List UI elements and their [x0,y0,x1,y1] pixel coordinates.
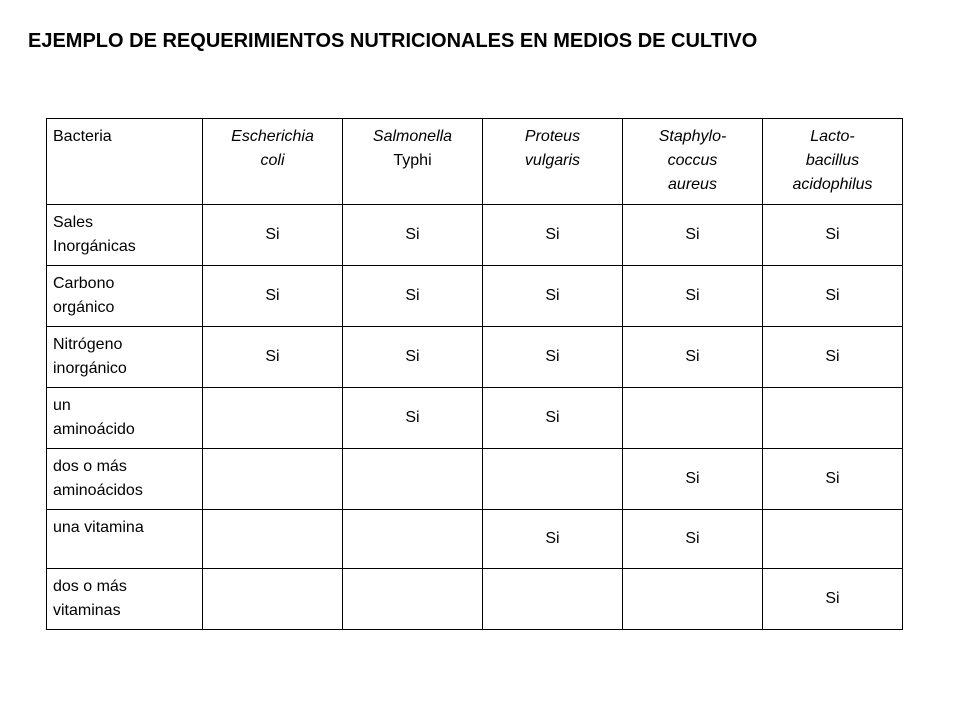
table-cell: Si [483,388,623,449]
table-cell [203,388,343,449]
table-cell: Si [203,266,343,327]
table-row [47,388,903,449]
header-organism-line1: Salmonella [372,128,453,145]
header-organism [763,119,903,205]
row-label [47,266,203,327]
row-label-line1: un [53,397,71,414]
table-cell [483,449,623,510]
table-cell [483,569,623,630]
table-cell [203,449,343,510]
table-cell: Si [343,388,483,449]
header-organism-line2: vulgaris [524,152,581,169]
header-organism-line2: Typhi [393,152,432,169]
row-label-line2: inorgánico [53,360,127,377]
header-bacteria: Bacteria [47,119,203,205]
table-header-row [47,119,903,205]
row-label [47,327,203,388]
row-label-line1: dos o más [53,578,127,595]
table-cell: Si [623,327,763,388]
table-row [47,266,903,327]
table-cell [763,510,903,569]
table-cell: Si [623,510,763,569]
row-label-line2: orgánico [53,299,115,316]
row-label-line1: una vitamina [53,519,144,536]
row-label-line2: Inorgánicas [53,238,136,255]
table-cell: Si [623,266,763,327]
table-cell [343,510,483,569]
table-cell: Si [483,510,623,569]
table-cell: Si [763,205,903,266]
table-row [47,449,903,510]
table-cell [343,569,483,630]
row-label-line1: dos o más [53,458,127,475]
row-label [47,449,203,510]
table-row [47,327,903,388]
header-organism-line2: coccus [667,152,718,169]
header-organism [203,119,343,205]
header-organism-line2: coli [260,152,285,169]
header-organism-line1: Lacto- [810,128,855,145]
header-organism-line3: acidophilus [792,176,873,193]
row-label-line1: Nitrógeno [53,336,123,353]
nutrition-table [46,118,903,630]
table-row [47,569,903,630]
table-cell [343,449,483,510]
header-organism [623,119,763,205]
header-organism-line1: Proteus [524,128,581,145]
table-row [47,205,903,266]
table-cell: Si [203,327,343,388]
table-cell [623,388,763,449]
row-label-line1: Carbono [53,275,115,292]
table-cell: Si [483,205,623,266]
row-label [47,205,203,266]
table-cell: Si [763,266,903,327]
table-cell: Si [623,205,763,266]
row-label [47,569,203,630]
table-cell: Si [763,327,903,388]
row-label-line2: vitaminas [53,602,121,619]
table-cell: Si [763,569,903,630]
table-cell: Si [343,327,483,388]
row-label-line2: aminoácidos [53,482,143,499]
row-label [47,510,203,569]
header-organism [343,119,483,205]
row-label [47,388,203,449]
table-cell [763,388,903,449]
table-cell [203,569,343,630]
table-row [47,510,903,569]
table-cell: Si [343,205,483,266]
table-cell: Si [343,266,483,327]
table-cell: Si [483,266,623,327]
header-organism-line1: Staphylo- [658,128,727,145]
table-cell: Si [763,449,903,510]
header-organism-line2: bacillus [805,152,860,169]
header-organism-line1: Escherichia [231,128,314,145]
header-organism [483,119,623,205]
row-label-line2: aminoácido [53,421,135,438]
table-cell: Si [483,327,623,388]
table-cell: Si [203,205,343,266]
row-label-line1: Sales [53,214,94,231]
table-cell [623,569,763,630]
header-organism-line3: aureus [668,176,717,193]
page-title: EJEMPLO DE REQUERIMIENTOS NUTRICIONALES EN MEDIOS DE CULTIVO [28,30,758,52]
table-cell [203,510,343,569]
table-cell: Si [623,449,763,510]
